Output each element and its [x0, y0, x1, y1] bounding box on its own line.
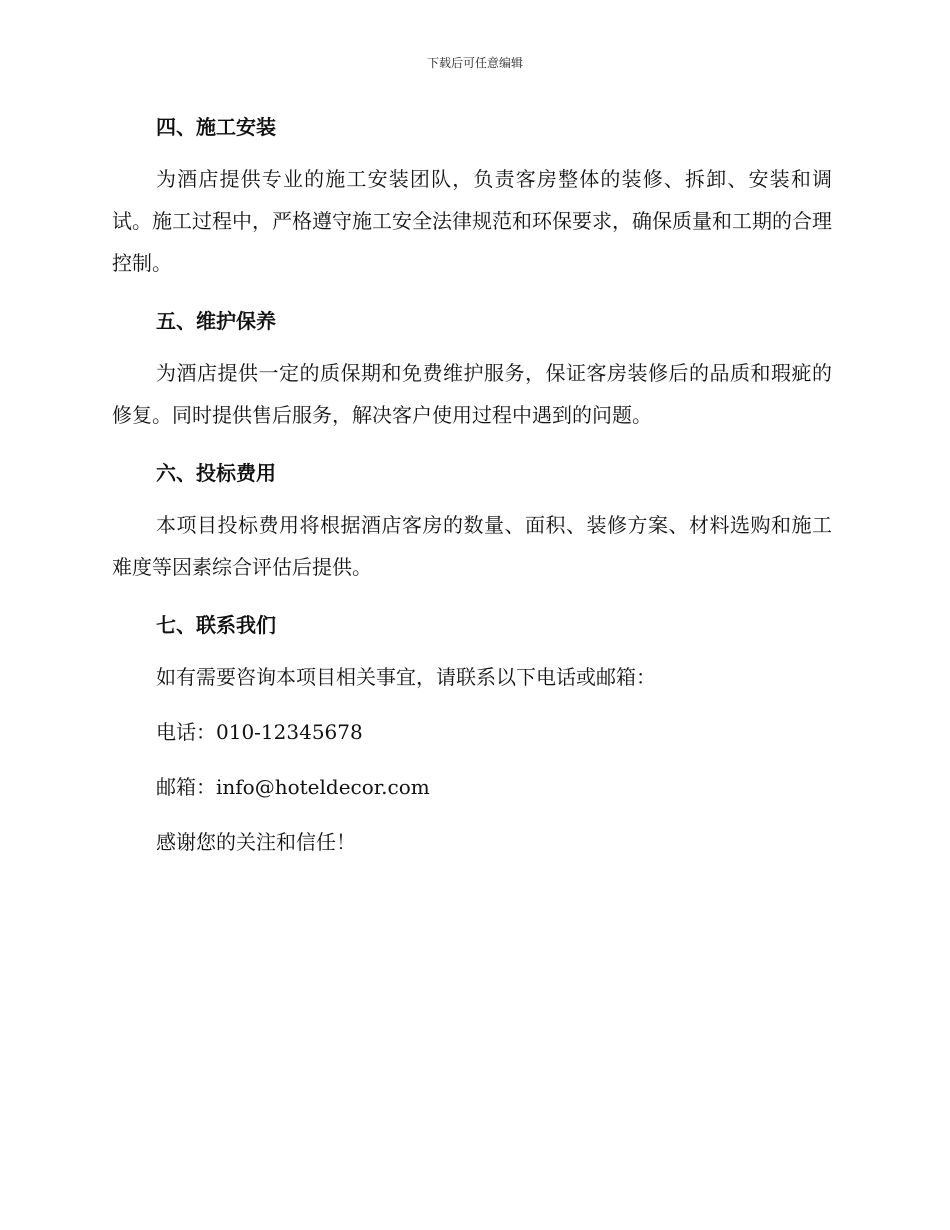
document-body	[112, 108, 832, 881]
section-paragraph: 为酒店提供专业的施工安装团队，负责客房整体的装修、拆卸、安装和调试。施工过程中，严格遵守施工安全法律规范和环保要求，确保质量和工期的合理控制。	[112, 167, 832, 275]
section-contact	[112, 606, 832, 863]
section-construction	[112, 108, 832, 284]
contact-email: 邮箱：info@hoteldecor.com	[156, 775, 430, 799]
thanks-text: 感谢您的关注和信任！	[156, 830, 356, 854]
page-header: 下载后可任意编辑	[426, 56, 523, 70]
section-bid-fee	[112, 454, 832, 588]
section-heading: 六、投标费用	[156, 461, 276, 485]
section-maintenance	[112, 302, 832, 436]
section-heading: 五、维护保养	[156, 309, 276, 333]
contact-phone: 电话：010-12345678	[156, 720, 363, 744]
contact-intro: 如有需要咨询本项目相关事宜，请联系以下电话或邮箱：	[156, 665, 656, 689]
section-heading: 四、施工安装	[156, 115, 276, 139]
section-paragraph: 本项目投标费用将根据酒店客房的数量、面积、装修方案、材料选购和施工难度等因素综合评估后提供。	[112, 513, 832, 579]
section-paragraph: 为酒店提供一定的质保期和免费维护服务，保证客房装修后的品质和瑕疵的修复。同时提供售后服务，解决客户使用过程中遇到的问题。	[112, 361, 832, 427]
section-heading: 七、联系我们	[156, 613, 276, 637]
